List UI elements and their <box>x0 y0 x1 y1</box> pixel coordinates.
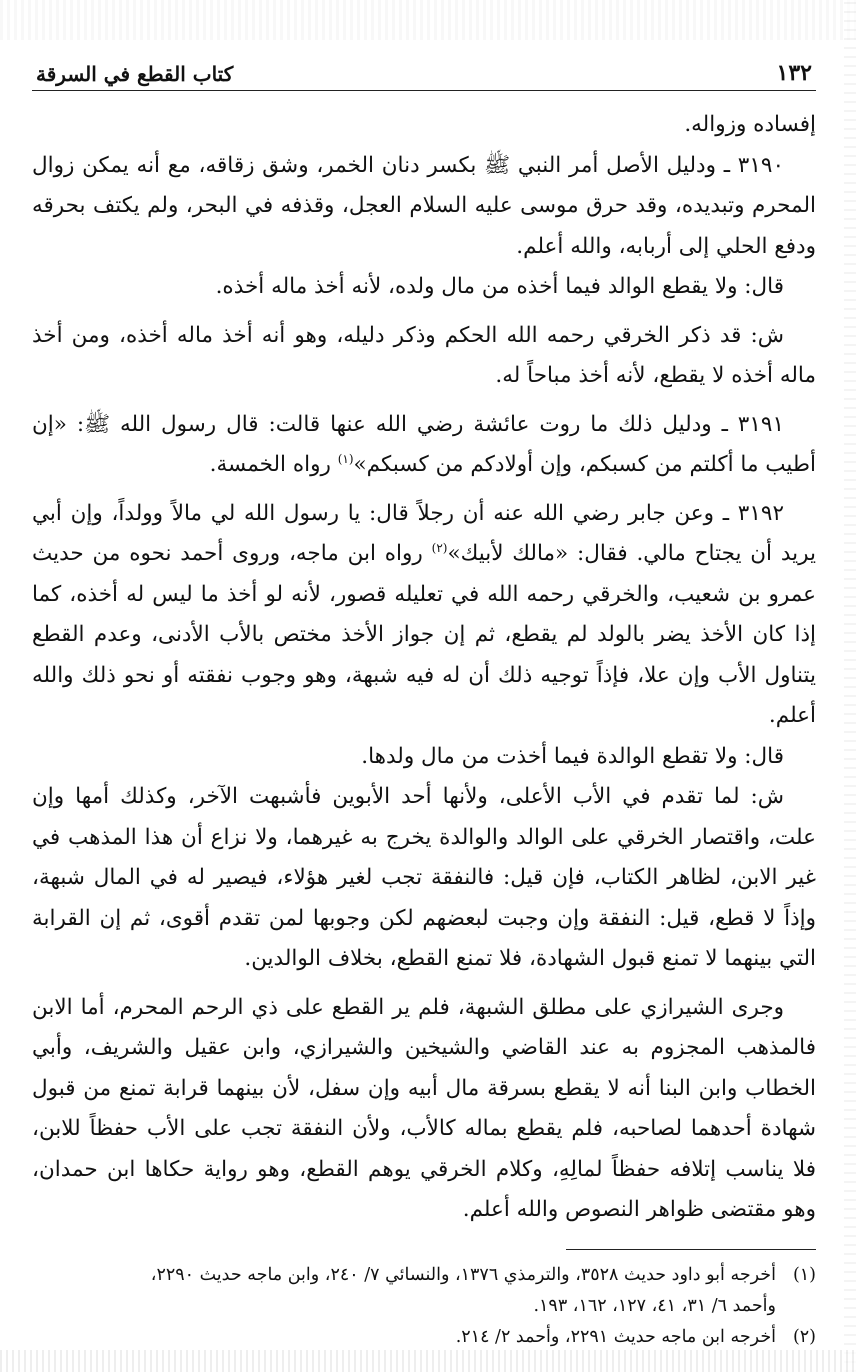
running-title: كتاب القطع في السرقة <box>36 62 234 86</box>
footnote-1-continued <box>32 1291 816 1322</box>
scan-noise-bottom <box>0 1350 856 1372</box>
footnote-ref-1[interactable]: (١) <box>337 451 354 466</box>
paragraph-sharh-mother: ش: لما تقدم في الأب الأعلى، ولأنها أحد الأبوين فأشبهت الآخر، وكذلك أمها وإن علت، واقتصار الخرقي على الوالد والوالدة يخرج به غيرهما، ولا نزاع أن هذا المذهب في غير الابن، لظاهر الكتاب، فإن قيل: فالنفقة تجب لغير هؤلاء، فيصير له في المال شبهة، وإذاً لا قطع، قيل: النفقة وإن وجبت لبعضهم لكن وجوبها لمن تقدم أقوى، ثم إن القرابة التي بينهما لا تمنع قبول الشهادة، فلا تمنع القطع، بخلاف الوالدين. <box>32 784 816 971</box>
footnote-1-line1: أخرجه أبو داود حديث ٣٥٢٨، والترمذي ١٣٧٦، والنسائي ٧/ ٢٤٠، وابن ماجه حديث ٢٢٩٠، <box>150 1264 776 1285</box>
paragraph-qala-mother: قال: ولا تقطع الوالدة فيما أخذت من مال ولدها. <box>361 743 784 769</box>
paragraph-3192 <box>32 494 816 737</box>
footnote-1 <box>32 1260 816 1291</box>
paragraph-shirazi: وجرى الشيرازي على مطلق الشبهة، فلم ير القطع على ذي الرحم المحرم، أما الابن فالمذهب المجزوم به عند القاضي والشيخين والشيرازي، وابن عقيل والشريف، وأبي الخطاب وابن البنا أنه لا يقطع بسرقة مال أبيه وإن سفل، لأن بينهما قرابة تمنع من قبول شهادة أحدهما لصاحبه، فلم يقطع بماله كالأب، ولأن النفقة تجب على الأب حفظاً للابن، فلا يناسب إتلافه حفظاً لمالِهِ، وكلام الخرقي يوهم القطع، وهو رواية حكاها ابن حمدان، وهو مقتضى ظواهر النصوص والله أعلم. <box>32 994 816 1222</box>
paragraph-sharh-father: ش: قد ذكر الخرقي رحمه الله الحكم وذكر دليله، وهو أنه أخذ ماله أخذه، ومن أخذ ماله أخذه لا يقطع، لأنه أخذ مباحاً له. <box>32 322 816 388</box>
page-number: ١٣٢ <box>776 60 812 86</box>
paragraph-3191 <box>32 405 816 486</box>
footnote-divider <box>566 1249 816 1250</box>
paragraph-continuation: إفساده وزواله. <box>684 112 816 137</box>
paragraph-3192-tail: رواه ابن ماجه، وروى أحمد نحوه من حديث عمرو بن شعيب، والخرقي رحمه الله في تعليله قصور، لأنه لو أخذ ما ليس له أخذه، كما إذا كان الأخذ يضر بالولد لم يقطع، ثم إن جواز الأخذ مختص بالأب الأدنى، وعدم القطع يتناول الأب وإن علا، فإذاً توجيه ذلك أن له فيه شبهة، وهو وجوب نفقته أو نحو ذلك والله أعلم. <box>32 541 816 728</box>
footnote-1-line2: وأحمد ٦/ ٣١، ٤١، ١٢٧، ١٦٢، ١٩٣. <box>533 1295 776 1316</box>
footnote-1-number: (١) <box>792 1264 816 1285</box>
paragraph-3191-tail: رواه الخمسة. <box>209 452 338 477</box>
paragraph-3191-text: ٣١٩١ ـ ودليل ذلك ما روت عائشة رضي الله عنها قالت: قال رسول الله ﷺ: «إن أطيب ما أكلتم من كسبكم، وإن أولادكم من كسبكم» <box>32 411 816 477</box>
footnote-ref-2[interactable]: (٢) <box>431 540 448 555</box>
footnotes <box>32 1260 816 1353</box>
footnote-2 <box>32 1322 816 1353</box>
main-text <box>32 105 816 1231</box>
paragraph-3190: ٣١٩٠ ـ ودليل الأصل أمر النبي ﷺ بكسر دنان الخمر، وشق زقاقه، مع أنه يمكن زوال المحرم وتبديده، وقد حرق موسى عليه السلام العجل، وقذفه في البحر، ولم يكتف بحرقه ودفع الحلي إلى أربابه، والله أعلم. <box>32 152 816 259</box>
footnote-2-line1: أخرجه ابن ماجه حديث ٢٢٩١، وأحمد ٢/ ٢١٤. <box>455 1326 776 1347</box>
page-header <box>32 52 816 91</box>
scan-noise-top <box>0 0 856 40</box>
scan-noise-right <box>844 0 856 1372</box>
footnote-2-number: (٢) <box>792 1326 816 1347</box>
book-page <box>32 52 816 1353</box>
paragraph-3192-text: ٣١٩٢ ـ وعن جابر رضي الله عنه أن رجلاً قال: يا رسول الله لي مالاً وولداً، وإن أبي يريد أن يجتاح مالي. فقال: «مالك لأبيك» <box>32 500 816 566</box>
paragraph-qala-father: قال: ولا يقطع الوالد فيما أخذه من مال ولده، لأنه أخذ ماله أخذه. <box>215 274 784 299</box>
